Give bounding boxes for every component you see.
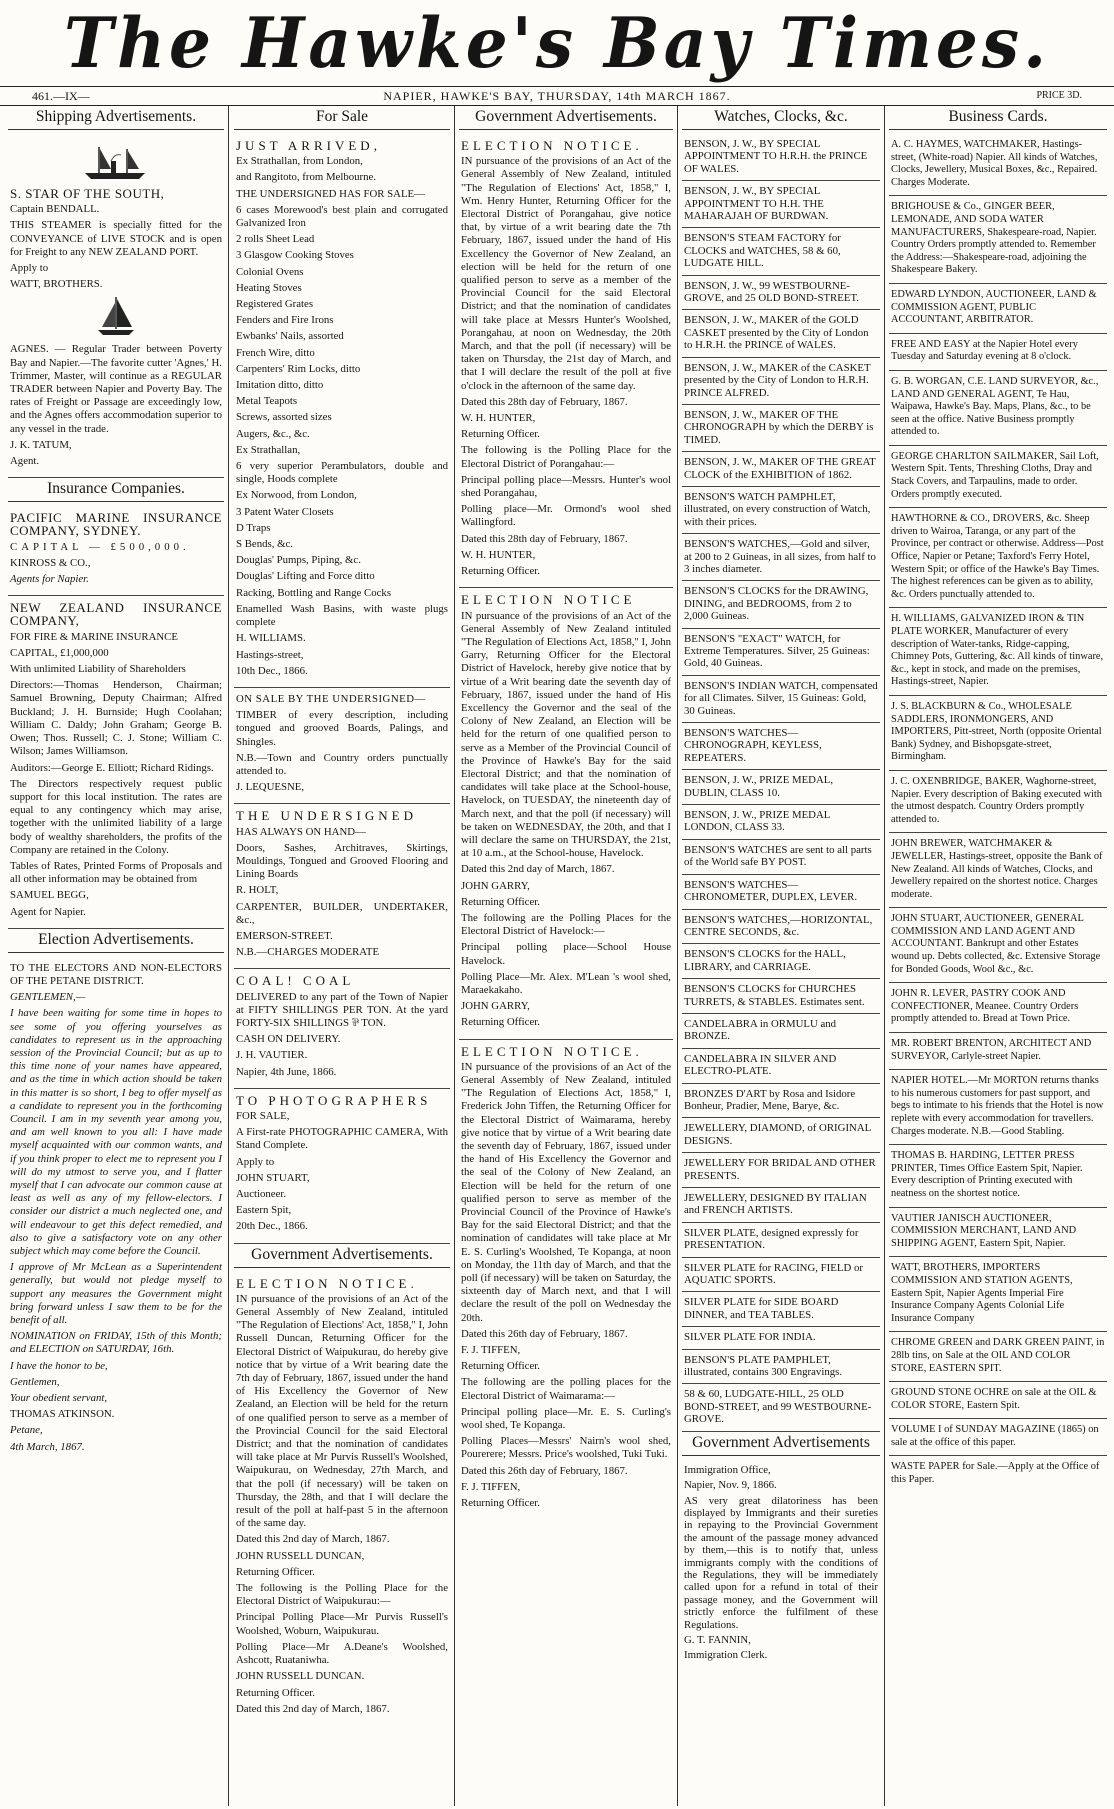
tables-note: Tables of Rates, Printed Forms of Proposals and all other information may be obtained from xyxy=(10,859,222,886)
ad-body: IN pursuance of the provisions of an Act of the General Assembly of New Zealand intituled "The Regulation of Elections Act, 1858," I, John Garry, Returning Officer for the Electoral District of Havelock, hereby give notice that by virtue of a Writ bearing date the seventh day of February, 1867, issued under the hand of His Excellency the Governor and the seal of the Colony of New Zealand, an Election will be held for the return of one qualified person to serve as a Member of the Provincial Council of the Province of Hawke's Bay for the said Electoral District; and that the nomination of candidates will take place at the School-house, Havelock, on TUESDAY, the nineteenth day of March next, and that the poll (if necessary) will be taken on WEDNESDAY, the 20th, and that I will declare the same on THURSDAY, the 21st, at 10 a.m., at the School-house, Havelock. xyxy=(461,609,671,860)
ad-waimarama-election xyxy=(459,1040,673,1520)
list-item: Douglas' Lifting and Force ditto xyxy=(236,570,375,583)
ad-note: N.B.—Town and Country orders punctually attended to. xyxy=(236,751,448,777)
business-card: A. C. HAYMES, WATCHMAKER, Hastings-street, (White-road) Napier. All kinds of Watches, Clocks, Jewellery, Musical Boxes, &c., Repaired. Charges Moderate. xyxy=(889,134,1107,196)
ad-waipukurau-election xyxy=(234,1272,450,1725)
business-card: HAWTHORNE & CO., DROVERS, &c. Sheep driven to Wairoa, Taranga, or any part of the Province, per contract or otherwise. Address—Post Office, Napier or Petane; Taxford's Ferry Hotel, Western Spit; or office of the Hawke's Bay Times. The highest references can be given as to ability, &c. Orders punctually attended to. xyxy=(889,508,1107,608)
signature: J. H. VAUTIER. xyxy=(236,1049,308,1062)
signature: SAMUEL BEGG, xyxy=(10,889,89,902)
salutation: GENTLEMEN,— xyxy=(10,991,86,1004)
list-item: BENSON, J. W., 99 WESTBOURNE-GROVE, and 25 OLD BOND-STREET. xyxy=(682,276,880,311)
trade: CARPENTER, BUILDER, UNDERTAKER, &c., xyxy=(236,900,448,926)
auditors: Auditors:—George E. Elliott; Richard Ridings. xyxy=(10,761,214,774)
ad-immigration xyxy=(682,1460,880,1670)
business-card: GROUND STONE OCHRE on sale at the OIL & COLOR STORE, Eastern Spit. xyxy=(889,1382,1107,1419)
list-item: BENSON, J. W., MAKER of the CASKET presented by the City of London to H.R.H. PRINCE ALFRED. xyxy=(682,358,880,405)
company-sub: FOR FIRE & MARINE INSURANCE xyxy=(10,630,178,643)
ad-line: Ex Norwood, from London, xyxy=(236,489,357,502)
section-heading: Government Advertisements xyxy=(682,1432,880,1456)
ad-atkinson-election xyxy=(8,957,224,1463)
closing: Your obedient servant, xyxy=(10,1392,108,1405)
list-item: BENSON'S WATCH PAMPHLET, illustrated, on every construction of Watch, with their prices. xyxy=(682,487,880,534)
column-rule xyxy=(884,106,885,1806)
signature-role: Returning Officer. xyxy=(236,1686,315,1699)
list-item: BENSON'S STEAM FACTORY for CLOCKS and WATCHES, 58 & 60, LUDGATE HILL. xyxy=(682,228,880,275)
ad-timber xyxy=(234,688,450,804)
ad-body: A First-rate PHOTOGRAPHIC CAMERA, With Stand Complete. xyxy=(236,1126,448,1152)
ad-body: IN pursuance of the provisions of an Act of the General Assembly of New Zealand, intituled "The Regulation of Elections' Act, 1858," I, Wm. Henry Hunter, Returning Officer for the Electoral District of Porangahau, give notice that, by virtue of a writ bearing date the 7th February, 1867, issued under the hand of His Excellency the Governor of New Zealand, an election will be held for the return of one qualified person to serve as a member of the Provincial Council for the said Electoral District; and that the nomination of candidates will take place at Messrs Hunter's Woolshed, Porangahau, at noon on Wednesday, the 20th March, and that the poll (if necessary) will be taken on Thursday, the 21st day of March, and that I will declare the result of the poll at five o'clock in the afternoon of the same day. xyxy=(461,155,671,392)
ship-name: S. STAR OF THE SOUTH, xyxy=(10,186,165,201)
ad-body: IN pursuance of the provisions of an Act of the General Assembly of New Zealand, intituled "The Regulation of Elections' Act, 1858," I, John Russell Duncan, Returning Officer for the Electoral District of Waipukurau, do hereby give notice that by virtue of a Writ bearing date the 7th day of February, 1867, issued under the hand of His Excellency the Governor of New Zealand, an Election will be held for the return of one qualified person to serve as a member of the Provincial Council for the said Electoral District; and that the nomination of candidates will take place at Mr Purvis Russell's Woolshed, Waipukurau, on Wednesday, 27th March, and that the poll (if necessary) will be taken on Thursday, the 28th, and that I will declare the result of the poll at half-past 5 in the afternoon of the same day. xyxy=(236,1292,448,1530)
list-item: D Traps xyxy=(236,521,271,534)
polling-place: Polling Places—Messrs' Nairn's wool shed, Pourerere; Messrs. Price's woolshed, Tuki Tuki. xyxy=(461,1435,671,1461)
ad-havelock-election xyxy=(459,588,673,1039)
list-item: Colonial Ovens xyxy=(236,265,304,278)
section-heading: Shipping Advertisements. xyxy=(8,106,224,130)
business-card: JOHN BREWER, WATCHMAKER & JEWELLER, Hastings-street, opposite the Bank of New Zealand. All kinds of Watches, Clocks, and Jewellery repaired on the shortest notice. Charges moderate. xyxy=(889,833,1107,908)
ad-coal xyxy=(234,969,450,1088)
signature: JOHN STUART, xyxy=(236,1171,310,1184)
list-item: BENSON'S CLOCKS for CHURCHES TURRETS, & STABLES. Estimates sent. xyxy=(682,979,880,1014)
list-item: 3 Patent Water Closets xyxy=(236,505,334,518)
ad-sub: HAS ALWAYS ON HAND— xyxy=(236,825,366,838)
signature-role: Returning Officer. xyxy=(461,895,540,908)
date: Dated this 2nd day of March, 1867. xyxy=(461,863,615,876)
capital: CAPITAL, £1,000,000 xyxy=(10,646,109,659)
ad-body: DELIVERED to any part of the Town of Napier at FIFTY SHILLINGS PER TON. At the yard FORTY-SIX SHILLINGS ⅌ TON. xyxy=(236,990,448,1029)
list-item: Augers, &c., &c. xyxy=(236,427,310,440)
column-4 xyxy=(682,106,880,1805)
item-list xyxy=(236,204,448,441)
signature-role: Immigration Clerk. xyxy=(684,1649,768,1662)
column-5 xyxy=(889,106,1107,1805)
issue-date: NAPIER, HAWKE'S BAY, THURSDAY, 14th MARCH 1867. xyxy=(383,89,731,103)
date: Dated this 2nd day of March, 1867. xyxy=(236,1702,390,1715)
column-3 xyxy=(459,106,673,1805)
liability: With unlimited Liability of Shareholders xyxy=(10,663,186,676)
list-item: Enamelled Wash Basins, with waste plugs complete xyxy=(236,602,448,629)
ad-just-arrived xyxy=(234,134,450,688)
business-card: GEORGE CHARLTON SAILMAKER, Sail Loft, Western Spit. Tents, Threshing Cloths, Dray and Stack Covers, and Tarpaulins, made to order. Orders promptly executed. xyxy=(889,446,1107,508)
ad-sub: FOR SALE, xyxy=(236,1109,290,1122)
signature-role: Auctioneer. xyxy=(236,1188,287,1200)
ad-body: TIMBER of every description, including tongued and grooved Boards, Palings, and Shingles. xyxy=(236,709,448,748)
date: Napier, 4th June, 1866. xyxy=(236,1065,337,1078)
list-item: JEWELLERY, DIAMOND, of ORIGINAL DESIGNS. xyxy=(682,1118,880,1153)
date: Dated this 2nd day of March, 1867. xyxy=(236,1533,390,1546)
polling-intro: The following are the Polling Places for the Electoral District of Havelock:— xyxy=(461,911,671,938)
list-item: BENSON'S WATCHES—CHRONOGRAPH, KEYLESS, REPEATERS. xyxy=(682,723,880,770)
list-item: Douglas' Pumps, Piping, &c. xyxy=(236,554,361,567)
letter-paragraph: I approve of Mr McLean as a Superintendent generally, but would not pledge myself to support any measures the Government might bring forward unless I saw them to be for the benefit of all. xyxy=(10,1261,222,1327)
place: Petane, xyxy=(10,1424,43,1437)
apply-to: Apply to xyxy=(236,1155,275,1168)
business-card: WATT, BROTHERS, IMPORTERS COMMISSION AND STATION AGENTS, Eastern Spit, Napier Agents Imperial Fire Insurance Company Agents Colonial Life Insurance Company xyxy=(889,1257,1107,1332)
polling-intro: The following are the polling places for the Electoral District of Waimarama:— xyxy=(461,1376,671,1402)
ad-body: Doors, Sashes, Architraves, Skirtings, Mouldings, Tongued and Grooved Flooring and Lining Boards xyxy=(236,841,448,881)
ad-body: THIS STEAMER is specially fitted for the CONVEYANCE of LIVE STOCK and is open for Freight to any NEW ZEALAND PORT. xyxy=(10,219,222,258)
steamship-icon xyxy=(81,143,151,183)
signature: G. T. FANNIN, xyxy=(684,1633,751,1646)
list-item: Fenders and Fire Irons xyxy=(236,314,334,327)
section-heading: For Sale xyxy=(234,106,450,130)
list-item: BENSON'S CLOCKS for the DRAWING, DINING, and BEDROOMS, from 2 to 2,000 Guineas. xyxy=(682,581,880,628)
list-item: BENSON, J. W., MAKER of the GOLD CASKET presented by the City of London to H.R.H. the PRINCE of WALES. xyxy=(682,310,880,357)
list-item: BENSON'S WATCHES,—Gold and silver, at 200 to 2 Guineas, in all sizes, from half to 3 inches diameter. xyxy=(682,534,880,581)
signature-role: Agent for Napier. xyxy=(10,905,86,918)
list-item: BENSON'S WATCHES,—HORIZONTAL, CENTRE SECONDS, &c. xyxy=(682,910,880,945)
signature-role: Returning Officer. xyxy=(461,1016,540,1029)
ad-porangahau-election xyxy=(459,134,673,588)
address: EMERSON-STREET. xyxy=(236,929,333,942)
ad-photographers xyxy=(234,1089,450,1244)
ad-title: ELECTION NOTICE xyxy=(461,592,636,608)
signature-role: Returning Officer. xyxy=(461,1360,540,1373)
section-heading: Election Advertisements. xyxy=(8,929,224,953)
signature-role: Returning Officer. xyxy=(461,1497,540,1510)
list-item: SILVER PLATE FOR INDIA. xyxy=(682,1327,880,1349)
column-rule xyxy=(228,106,229,1806)
date: Napier, Nov. 9, 1866. xyxy=(684,1479,777,1492)
signature: J. LEQUESNE, xyxy=(236,781,305,794)
business-card: J. C. OXENBRIDGE, BAKER, Waghorne-street, Napier. Every description of Baking executed with the utmost despatch. Country Orders promptly attended to. xyxy=(889,771,1107,833)
captain: Captain BENDALL. xyxy=(10,203,100,216)
list-item: 2 rolls Sheet Lead xyxy=(236,233,315,246)
list-item: Registered Grates xyxy=(236,298,314,311)
list-item: French Wire, ditto xyxy=(236,346,315,359)
masthead xyxy=(0,0,1114,86)
list-item: BENSON, J. W., BY SPECIAL APPOINTMENT TO H.H. THE MAHARAJAH OF BURDWAN. xyxy=(682,181,880,228)
polling-place: Polling Place—Mr. Alex. M'Lean 's wool shed, Maraekakaho. xyxy=(461,970,671,996)
ad-pacific-marine xyxy=(8,506,224,596)
ad-title: ELECTION NOTICE. xyxy=(461,1043,643,1059)
polling-place: Polling Place—Mr A.Deane's Woolshed, Ashcott, Ruataniwha. xyxy=(236,1640,448,1667)
ad-body: AS very great dilatoriness has been displayed by Immigrants and their sureties in repaying to the Provincial Government the amount of the passage money advanced by them,—this is to notify that, unless immigrants comply with the conditions of the Regulations, they will be immediately called upon for a refund in total of their passage money, and the Government will strictly enforce the fulfilment of these Regulations. xyxy=(684,1494,878,1631)
ad-note: N.B.—CHARGES MODERATE xyxy=(236,946,380,959)
ad-holt xyxy=(234,804,450,969)
agent-name: KINROSS & CO., xyxy=(10,556,91,569)
list-item: BENSON, J. W., MAKER OF THE GREAT CLOCK of the EXHIBITION of 1862. xyxy=(682,452,880,487)
business-card: FREE AND EASY at the Napier Hotel every Tuesday and Saturday evening at 8 o'clock. xyxy=(889,334,1107,371)
ad-title: ELECTION NOTICE. xyxy=(236,1275,418,1291)
date: 4th March, 1867. xyxy=(10,1440,85,1453)
list-item: Screws, assorted sizes xyxy=(236,411,332,424)
list-item: Metal Teapots xyxy=(236,395,298,408)
ad-title: JUST ARRIVED, xyxy=(236,138,381,153)
column-1 xyxy=(8,106,224,1805)
ad-body: AGNES. — Regular Trader between Poverty Bay and Napier.—The favorite cutter 'Agnes,' H. Trimmer, Master, will continue as a REGULAR TRADER between Napier and Poverty Bay. The rates of Freight or Passage are exceedingly low, and the Agnes offers accommodation superior to any vessel in the trade. xyxy=(10,343,222,435)
dateline xyxy=(0,86,1114,106)
date: Dated this 28th day of February, 1867. xyxy=(461,532,628,545)
signature: THOMAS ATKINSON. xyxy=(10,1408,115,1421)
signature-role: Agent. xyxy=(10,455,40,468)
apply-to: Apply to xyxy=(10,262,49,275)
letter-paragraph: NOMINATION on FRIDAY, 15th of this Month; and ELECTION on SATURDAY, 16th. xyxy=(10,1330,222,1356)
price: PRICE 3D. xyxy=(1036,90,1082,101)
office: Immigration Office, xyxy=(684,1463,771,1476)
list-item: BENSON'S "EXACT" WATCH, for Extreme Temperatures. Silver, 25 Guineas: Gold, 40 Guineas. xyxy=(682,629,880,676)
list-item: BENSON, J. W., PRIZE MEDAL, DUBLIN, CLASS 10. xyxy=(682,770,880,805)
polling-place: Principal polling place—Mr. E. S. Curling's wool shed, Te Kopanga. xyxy=(461,1405,671,1432)
signature: J. K. TATUM, xyxy=(10,438,72,451)
signature: H. WILLIAMS. xyxy=(236,632,306,645)
place: Hastings-street, xyxy=(236,648,304,661)
column-rule xyxy=(454,106,455,1806)
list-item: CANDELABRA IN SILVER AND ELECTRO-PLATE. xyxy=(682,1049,880,1084)
directors: Directors:—Thomas Henderson, Chairman; Samuel Browning, Deputy Chairman; Alfred Buckland; J. H. Burnside; Hugh Coolahan; William C. Daldy; John Graham; George B. Owen; Thos. Russell; C. J. Stone; William C. Wilson; James Williamson. xyxy=(10,679,222,758)
list-item: Carpenters' Rim Locks, ditto xyxy=(236,362,361,375)
capital: CAPITAL — £500,000. xyxy=(10,540,190,553)
closing: I have the honor to be, xyxy=(10,1359,108,1372)
list-item: BENSON'S INDIAN WATCH, compensated for all Climates. Silver, 15 Guineas: Gold, 30 Guineas. xyxy=(682,676,880,723)
business-card: J. S. BLACKBURN & Co., WHOLESALE SADDLERS, IRONMONGERS, AND IMPORTERS, Pitt-street, North (opposite Oriental Bank) Sydney, and Bishopsgate-street, Birmingham. xyxy=(889,696,1107,771)
list-item: 3 Glasgow Cooking Stoves xyxy=(236,249,354,262)
ad-note: CASH ON DELIVERY. xyxy=(236,1033,341,1046)
column-rule xyxy=(677,106,678,1806)
signature: JOHN RUSSELL DUNCAN. xyxy=(236,1670,365,1683)
business-card: EDWARD LYNDON, AUCTIONEER, LAND & COMMISSION AGENT, PUBLIC ACCOUNTANT, ARBITRATOR. xyxy=(889,284,1107,334)
company-name: NEW ZEALAND INSURANCE COMPANY, xyxy=(10,600,222,629)
business-card: WASTE PAPER for Sale.—Apply at the Office of this Paper. xyxy=(891,1461,1100,1486)
column-2 xyxy=(234,106,450,1805)
place: Eastern Spit, xyxy=(236,1204,292,1217)
list-item: Heating Stoves xyxy=(236,281,302,294)
company-name: PACIFIC MARINE INSURANCE COMPANY, SYDNEY. xyxy=(10,510,222,539)
date: Dated this 26th day of February, 1867. xyxy=(461,1464,628,1477)
volume-number: 461.—IX— xyxy=(32,89,90,103)
list-item: BENSON, J. W., MAKER OF THE CHRONOGRAPH by which the DERBY is TIMED. xyxy=(682,405,880,452)
ad-title: ON SALE BY THE UNDERSIGNED— xyxy=(236,692,426,705)
list-item: 58 & 60, LUDGATE-HILL, 25 OLD BOND-STREET, and 99 WESTBOURNE-GROVE. xyxy=(682,1384,880,1431)
polling-intro: The following is the Polling Place for the Electoral District of Porangahau:— xyxy=(461,444,671,470)
business-card: VAUTIER JANISCH AUCTIONEER, COMMISSION MERCHANT, LAND AND SHIPPING AGENT, Eastern Spit, Napier. xyxy=(889,1208,1107,1258)
list-item: S Bends, &c. xyxy=(236,538,293,551)
list-item: BENSON'S WATCHES are sent to all parts of the World safe BY POST. xyxy=(682,840,880,875)
ad-title: THE UNDERSIGNED xyxy=(236,808,417,824)
list-item: 6 cases Morewood's best plain and corrugated Galvanized Iron xyxy=(236,203,448,230)
polling-place: Principal Polling Place—Mr Purvis Russell's Woolshed, Woburn, Waipukurau. xyxy=(236,1611,448,1637)
ad-title: COAL! COAL xyxy=(236,973,355,989)
list-item: CANDELABRA in ORMULU and BRONZE. xyxy=(682,1014,880,1049)
ad-line: THE UNDERSIGNED HAS FOR SALE— xyxy=(236,187,425,200)
signature: JOHN RUSSELL DUNCAN, xyxy=(236,1549,365,1562)
list-item: Racking, Bottling and Range Cocks xyxy=(236,586,392,599)
business-card: BRIGHOUSE & Co., GINGER BEER, LEMONADE, AND SODA WATER MANUFACTURERS, Shakespeare-road, Napier. Country Orders promptly attended to. Remember the Address:—Shakespeare-road, adjoining the Shakespeare Bakery. xyxy=(889,196,1107,284)
section-heading: Watches, Clocks, &c. xyxy=(682,106,880,130)
ad-star-of-the-south xyxy=(8,134,224,478)
ad-title: TO PHOTOGRAPHERS xyxy=(236,1092,432,1108)
polling-intro: The following is the Polling Place for the Electoral District of Waipukurau:— xyxy=(236,1582,448,1608)
polling-place: Polling place—Mr. Ormond's wool shed Wallingford. xyxy=(461,503,671,529)
ad-line: and Rangitoto, from Melbourne. xyxy=(236,171,377,184)
ad-line: Ex Strathallan, from London, xyxy=(236,155,363,168)
business-card: JOHN R. LEVER, PASTRY COOK AND CONFECTIONER, Meanee. Country Orders promptly attended to. Bread at Town Price. xyxy=(889,983,1107,1033)
address-to: TO THE ELECTORS AND NON-ELECTORS OF THE PETANE DISTRICT. xyxy=(10,961,222,987)
signature: W. H. HUNTER, xyxy=(461,412,536,425)
date: 20th Dec., 1866. xyxy=(236,1220,308,1233)
business-card: VOLUME I of SUNDAY MAGAZINE (1865) on sale at the office of this paper. xyxy=(889,1419,1107,1456)
ad-new-zealand-insurance xyxy=(8,596,224,928)
newspaper-title: The Hawke's Bay Times. xyxy=(63,2,1051,84)
list-item: BENSON, J. W., PRIZE MEDAL LONDON, CLASS 33. xyxy=(682,805,880,840)
signature: W. H. HUNTER, xyxy=(461,548,536,561)
section-heading: Insurance Companies. xyxy=(8,478,224,502)
business-card: JOHN STUART, AUCTIONEER, GENERAL COMMISSION AND LAND AGENT AND ACCOUNTANT. Bankrupt and other Estates wound up. Debts collected, &c. Extensive Storage for Bonded Goods, Wool &c., &c. xyxy=(889,908,1107,983)
list-item: SILVER PLATE for RACING, FIELD or AQUATIC SPORTS. xyxy=(682,1258,880,1293)
date: Dated this 28th day of February, 1867. xyxy=(461,395,628,408)
list-item: BENSON, J. W., BY SPECIAL APPOINTMENT TO H.R.H. the PRINCE OF WALES. xyxy=(682,134,880,181)
section-heading: Business Cards. xyxy=(889,106,1107,130)
agent-name: WATT, BROTHERS. xyxy=(10,278,103,291)
list-item: 6 very superior Perambulators, double and single, Hoods complete xyxy=(236,460,448,486)
list-item: JEWELLERY, DESIGNED BY ITALIAN and FRENCH ARTISTS. xyxy=(682,1188,880,1223)
business-card: CHROME GREEN and DARK GREEN PAINT, in 28lb tins, on Sale at the OIL AND COLOR STORE, EASTERN SPIT. xyxy=(889,1332,1107,1382)
signature: R. HOLT, xyxy=(236,884,279,897)
list-item: BENSON'S CLOCKS for the HALL, LIBRARY, and CARRIAGE. xyxy=(682,944,880,979)
signature: JOHN GARRY, xyxy=(461,879,530,892)
list-item: Ewbanks' Nails, assorted xyxy=(236,330,344,343)
sailboat-icon xyxy=(94,295,138,339)
list-item: SILVER PLATE, designed expressly for PRESENTATION. xyxy=(682,1223,880,1258)
ad-line: Ex Strathallan, xyxy=(236,443,301,456)
date: 10th Dec., 1866. xyxy=(236,664,308,677)
signature: F. J. TIFFEN, xyxy=(461,1344,521,1357)
section-heading: Government Advertisements. xyxy=(459,106,673,130)
closing: Gentlemen, xyxy=(10,1375,60,1388)
business-card: G. B. WORGAN, C.E. LAND SURVEYOR, &c., LAND AND GENERAL AGENT, Te Hau, Waipawa, Hawke's Bay. Maps, Plans, &c., to be seen at the office. Native Business promptly attended to. xyxy=(889,371,1107,446)
signature-role: Returning Officer. xyxy=(461,428,540,441)
polling-place: Principal polling place—Messrs. Hunter's wool shed Porangahau, xyxy=(461,473,671,500)
business-card: THOMAS B. HARDING, LETTER PRESS PRINTER, Times Office Eastern Spit, Napier. Every description of Printing executed with neatness on the shortest notice. xyxy=(889,1145,1107,1207)
business-card: NAPIER HOTEL.—Mr MORTON returns thanks to his numerous customers for past support, and begs to intimate to his friends that the Hotel is now replete with every accommodation for travellers. Charges moderate. N.B.—Good Stabling. xyxy=(889,1070,1107,1145)
signature-role: Returning Officer. xyxy=(461,565,540,578)
business-card: MR. ROBERT BRENTON, ARCHITECT AND SURVEYOR, Carlyle-street Napier. xyxy=(889,1033,1107,1070)
list-item: Imitation ditto, ditto xyxy=(236,379,324,392)
list-item: BRONZES D'ART by Rosa and Isidore Bonheur, Pradier, Mene, Barye, &c. xyxy=(682,1084,880,1119)
list-item: BENSON'S PLATE PAMPHLET, illustrated, contains 300 Engravings. xyxy=(682,1350,880,1385)
list-item: SILVER PLATE for SIDE BOARD DINNER, and TEA TABLES. xyxy=(682,1292,880,1327)
signature-role: Returning Officer. xyxy=(236,1565,315,1578)
polling-place: Principal polling place—School House Havelock. xyxy=(461,941,671,967)
ad-title: ELECTION NOTICE. xyxy=(461,138,643,153)
signature-role: Agents for Napier. xyxy=(10,573,89,586)
signature: F. J. TIFFEN, xyxy=(461,1480,521,1493)
list-item: JEWELLERY FOR BRIDAL AND OTHER PRESENTS. xyxy=(682,1153,880,1188)
ad-body: The Directors respectively request public support for this local institution. The rates are equal to any contingency which may arise, together with the unlimited liability of a large body of wealthy shareholders, the profits of the Company are retained in the Colony. xyxy=(10,777,222,856)
section-heading: Government Advertisements. xyxy=(234,1244,450,1268)
date: Dated this 26th day of February, 1867. xyxy=(461,1327,628,1340)
business-card: H. WILLIAMS, GALVANIZED IRON & TIN PLATE WORKER, Manufacturer of every description of Water-tanks, Ridge-capping, Chimney Pots, Guttering, &c. All kinds of tinware, &c., kept in stock, and made on the premises, Hastings-street, Napier. xyxy=(889,608,1107,696)
ad-body: IN pursuance of the provisions of an Act of the General Assembly of New Zealand, intituled "The Regulation of Elections Act, 1858," I, Frederick John Tiffen, the Returning Officer for the Electoral District of Waimarama, hereby give notice that by virtue of a Writ bearing date the seventh day of February, 1867, issued under the hand of His Excellency the Governor and the seal of the Colony of New Zealand, an Election will be held for the return of one qualified person to serve as member of the Provincial Council of the Province of Hawke's Bay for the said Electoral District; and that the nomination of candidates will take place at Mr E. S. Curling's Woolshed, Te Kopanga, at noon on Monday, the 11th day of March, and that the poll (if necessary) will be taken on Saturday, the sixteenth day of March next, and that I will declare the result of the poll on Wednesday the 20th. xyxy=(461,1060,671,1324)
letter-paragraph: I have been waiting for some time in hopes to see some of you offering yourselves as candidates to represent us in the approaching session of the Provincial Council; but as up to this time none of your names have appeared, and as the time in which action should be taken in this matter is so short, I beg to offer myself as a candidate to represent you in the forthcoming Council. I am in my seventh year among you, and am well known to you all: I have made myself acquainted with our common wants, and if you think proper to elect me to represent you I will do my utmost to serve you, and I flatter myself that I can advocate our common cause at least as well as any of my fellow-electors. I consider our district a much neglected one, and will endeavour to get this defect remedied, and also to give a satisfactory vote on any other subject which may come before the Council. xyxy=(10,1007,222,1257)
signature: JOHN GARRY, xyxy=(461,1000,530,1013)
list-item: BENSON'S WATCHES—CHRONOMETER, DUPLEX, LEVER. xyxy=(682,875,880,910)
